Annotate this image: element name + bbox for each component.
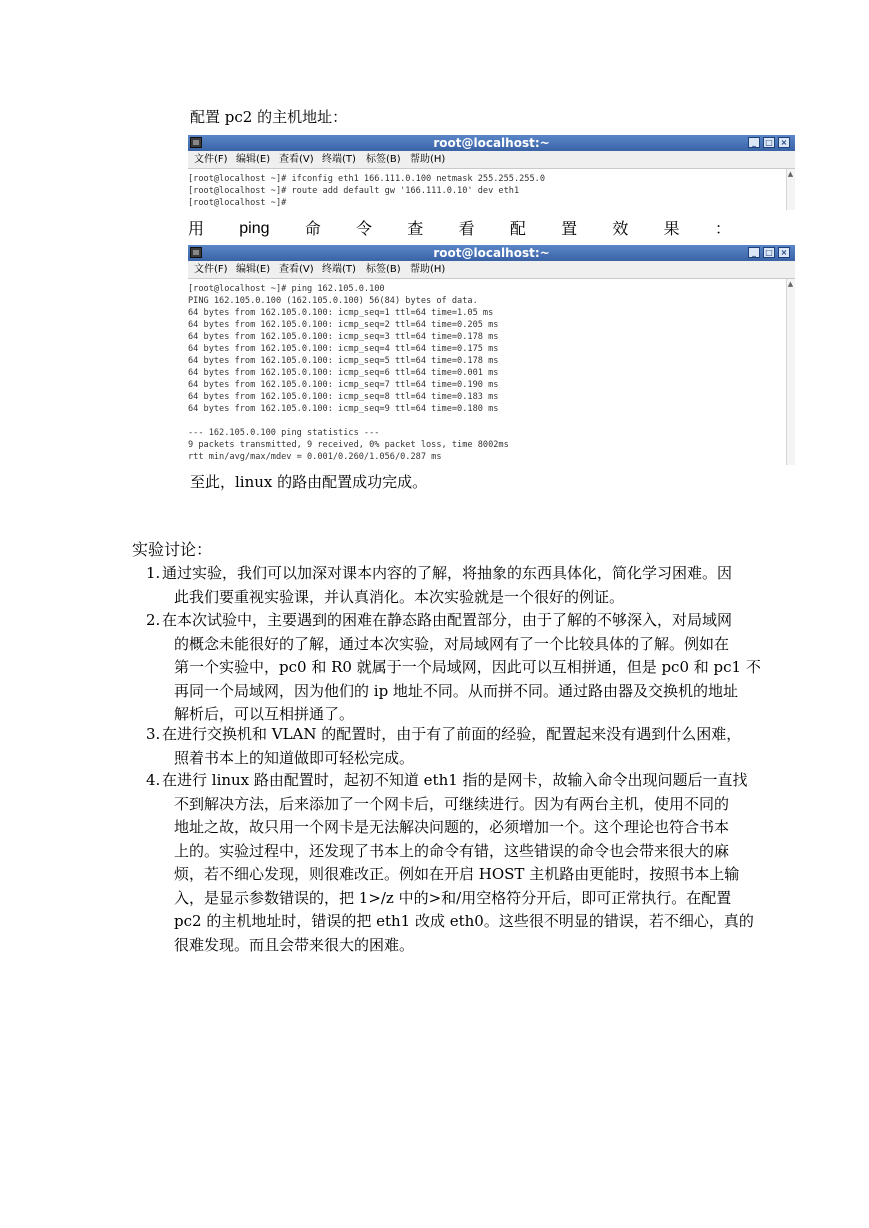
item-number: 4. xyxy=(146,771,161,789)
scrollbar[interactable] xyxy=(786,279,795,465)
heading-char: 看 xyxy=(458,219,475,238)
item-line: 在进行 linux 路由配置时，起初不知道 eth1 指的是网卡，故输入命令出现问题后一直找 xyxy=(162,771,748,789)
heading-char: ： xyxy=(714,219,731,238)
maximize-icon[interactable]: □ xyxy=(763,247,775,258)
terminal-line: 64 bytes from 162.105.0.100: icmp_seq=4 ttl=64 time=0.175 ms xyxy=(188,344,499,354)
item-number: 1. xyxy=(146,564,161,582)
terminal-line: 64 bytes from 162.105.0.100: icmp_seq=1 ttl=64 time=1.05 ms xyxy=(188,308,494,318)
item-line: 再同一个局域网，因为他们的 ip 地址不同。从而拼不同。通过路由器及交换机的地址 xyxy=(174,681,738,700)
minimize-icon[interactable]: _ xyxy=(748,137,760,148)
item-line: 地址之故，故只用一个网卡是无法解决问题的，必须增加一个。这个理论也符合书本 xyxy=(174,818,730,836)
menu-help[interactable]: 帮助(H) xyxy=(410,264,446,275)
scroll-up-icon[interactable]: ▲ xyxy=(787,170,794,178)
item-line: 在本次试验中，主要遇到的困难在静态路由配置部分，由于了解的不够深入，对局域网 xyxy=(162,611,733,629)
conclusion-text: 至此，linux 的路由配置成功完成。 xyxy=(190,473,428,491)
terminal-window-ifconfig xyxy=(188,135,795,210)
terminal-output[interactable] xyxy=(188,279,795,465)
menu-terminal[interactable]: 终端(T) xyxy=(322,264,356,275)
heading-char: 置 xyxy=(561,219,578,238)
menu-edit[interactable]: 编辑(E) xyxy=(236,154,271,165)
terminal-line: rtt min/avg/max/mdev = 0.001/0.260/1.056/0.287 ms xyxy=(188,452,442,462)
close-icon[interactable]: × xyxy=(778,247,790,258)
menu-bar xyxy=(188,151,795,169)
item-line: 此我们要重视实验课，并认真消化。本次实验就是一个很好的例证。 xyxy=(174,587,625,606)
terminal-line: --- 162.105.0.100 ping statistics --- xyxy=(188,428,380,438)
menu-terminal[interactable]: 终端(T) xyxy=(322,154,356,165)
item-line: 的概念未能很好的了解，通过本次实验，对局域网有了一个比较具体的了解。例如在 xyxy=(174,634,730,653)
heading-char: 命 xyxy=(304,219,321,238)
item-line: 很难发现。而且会带来很大的困难。 xyxy=(174,935,415,954)
menu-file[interactable]: 文件(F) xyxy=(194,264,228,275)
terminal-window-ping xyxy=(188,245,795,465)
discussion-title: 实验讨论： xyxy=(132,540,213,559)
heading-char: 令 xyxy=(356,219,373,238)
terminal-line: 64 bytes from 162.105.0.100: icmp_seq=3 ttl=64 time=0.178 ms xyxy=(188,332,499,342)
item-line: 解析后，可以互相拼通了。 xyxy=(174,705,355,723)
terminal-line: 64 bytes from 162.105.0.100: icmp_seq=7 ttl=64 time=0.190 ms xyxy=(188,380,499,390)
menu-view[interactable]: 查看(V) xyxy=(279,264,314,275)
terminal-line: [root@localhost ~]# ifconfig eth1 166.111.0.100 netmask 255.255.255.0 xyxy=(188,174,545,184)
terminal-line: 9 packets transmitted, 9 received, 0% packet loss, time 8002ms xyxy=(188,440,509,450)
item-line: 在进行交换机和 VLAN 的配置时，由于有了前面的经验，配置起来没有遇到什么困难， xyxy=(162,725,742,743)
terminal-line: [root@localhost ~]# ping 162.105.0.100 xyxy=(188,284,385,294)
item-line: 不到解决方法，后来添加了一个网卡后，可继续进行。因为有两台主机，使用不同的 xyxy=(174,794,730,813)
section-heading: 配置 pc2 的主机地址： xyxy=(190,108,348,126)
scroll-up-icon[interactable]: ▲ xyxy=(787,280,794,288)
item-number: 3. xyxy=(146,725,161,743)
item-line: 通过实验，我们可以加深对课本内容的了解，将抽象的东西具体化，简化学习困难。因 xyxy=(162,564,733,582)
terminal-line: 64 bytes from 162.105.0.100: icmp_seq=5 ttl=64 time=0.178 ms xyxy=(188,356,499,366)
terminal-line: 64 bytes from 162.105.0.100: icmp_seq=8 ttl=64 time=0.183 ms xyxy=(188,392,499,402)
terminal-line: 64 bytes from 162.105.0.100: icmp_seq=9 ttl=64 time=0.180 ms xyxy=(188,404,499,414)
item-line: 烦，若不细心发现，则很难改正。例如在开启 HOST 主机路由更能时，按照书本上输 xyxy=(174,865,740,883)
heading-char: 效 xyxy=(612,219,629,238)
menu-tabs[interactable]: 标签(B) xyxy=(366,154,401,165)
item-line: pc2 的主机地址时，错误的把 eth1 改成 eth0。这些很不明显的错误，若不细心，真的 xyxy=(174,912,754,930)
item-line: 入，是显示参数错误的，把 1>/z 中的>和/用空格符分开后，即可正常执行。在配置 xyxy=(174,888,732,907)
heading-char: 用 xyxy=(188,219,205,238)
window-title: root@localhost:~ xyxy=(433,136,550,150)
heading-char: 查 xyxy=(407,219,424,238)
heading-char: 配 xyxy=(509,219,526,238)
item-line: 照着书本上的知道做即可轻松完成。 xyxy=(174,748,415,767)
maximize-icon[interactable]: □ xyxy=(763,137,775,148)
terminal-line: 64 bytes from 162.105.0.100: icmp_seq=6 ttl=64 time=0.001 ms xyxy=(188,368,499,378)
heading-char: 果 xyxy=(663,219,680,238)
item-number: 2. xyxy=(146,611,161,629)
terminal-line: PING 162.105.0.100 (162.105.0.100) 56(84) bytes of data. xyxy=(188,296,478,306)
menu-edit[interactable]: 编辑(E) xyxy=(236,264,271,275)
item-line: 上的。实验过程中，还发现了书本上的命令有错，这些错误的命令也会带来很大的麻 xyxy=(174,841,730,860)
menu-bar xyxy=(188,261,795,279)
menu-view[interactable]: 查看(V) xyxy=(279,154,314,165)
terminal-line: [root@localhost ~]# xyxy=(188,198,287,208)
title-bar xyxy=(188,135,795,151)
title-bar xyxy=(188,245,795,261)
menu-help[interactable]: 帮助(H) xyxy=(410,154,446,165)
section-heading-ping xyxy=(188,219,731,239)
item-line: 第一个实验中，pc0 和 R0 就属于一个局域网，因此可以互相拼通，但是 pc0 和 pc1 不 xyxy=(174,658,761,676)
minimize-icon[interactable]: _ xyxy=(748,247,760,258)
close-icon[interactable]: × xyxy=(778,137,790,148)
terminal-output[interactable] xyxy=(188,169,795,210)
menu-tabs[interactable]: 标签(B) xyxy=(366,264,401,275)
window-title: root@localhost:~ xyxy=(433,246,550,260)
menu-file[interactable]: 文件(F) xyxy=(194,154,228,165)
heading-char: ping xyxy=(239,220,270,237)
terminal-line: [root@localhost ~]# route add default gw '166.111.0.10' dev eth1 xyxy=(188,186,520,196)
terminal-line: 64 bytes from 162.105.0.100: icmp_seq=2 ttl=64 time=0.205 ms xyxy=(188,320,499,330)
